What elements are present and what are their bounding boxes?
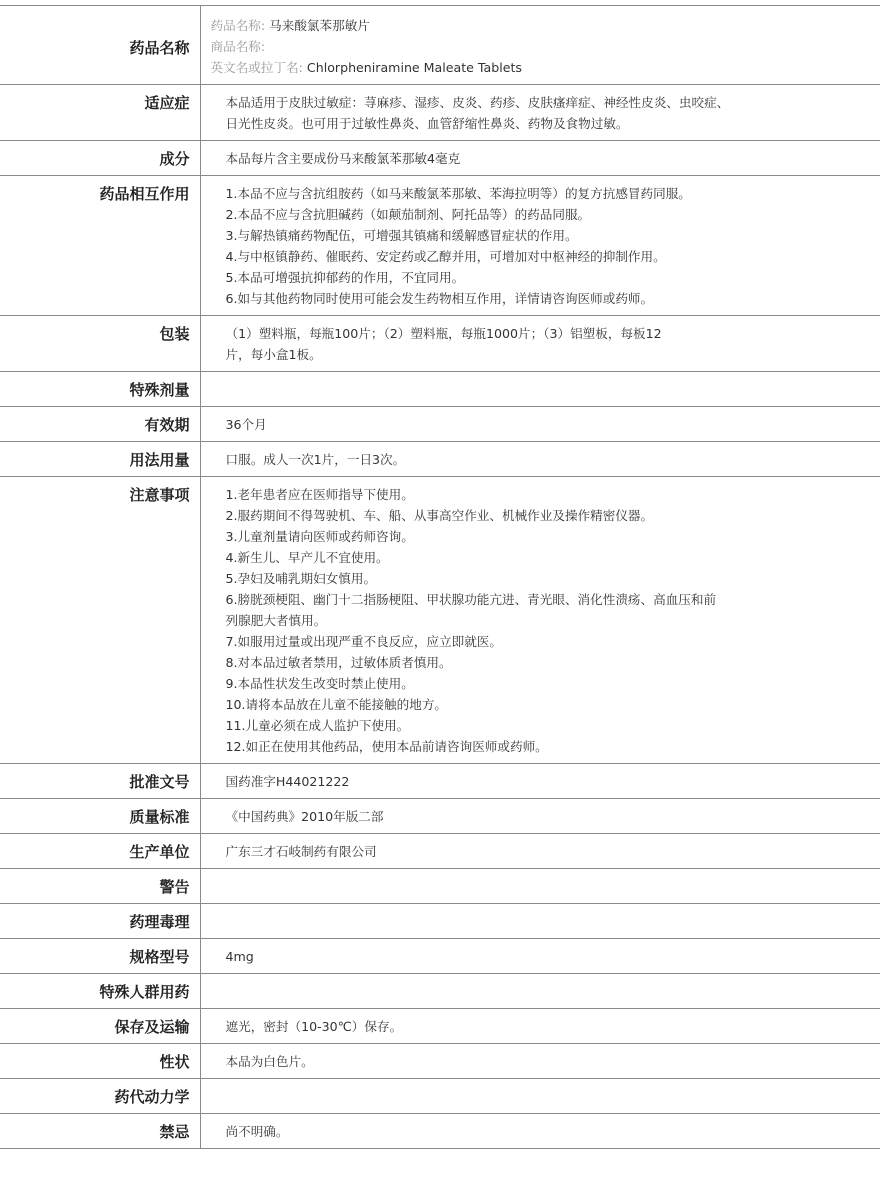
row-precautions <box>0 477 880 764</box>
value-line: 本品每片含主要成份马来酸氯苯那敏4毫克 <box>225 151 461 166</box>
row-label: 质量标准 <box>0 799 200 834</box>
value-line: 1.本品不应与含抗组胺药（如马来酸氯苯那敏、苯海拉明等）的复方抗感冒药同服。 <box>225 186 691 201</box>
value-line: 4.新生儿、早产儿不宜使用。 <box>225 550 389 565</box>
row-warning <box>0 869 880 904</box>
row-approval-number <box>0 764 880 799</box>
row-value <box>200 316 880 372</box>
generic-name-line <box>211 15 873 36</box>
value-line: 2.服药期间不得驾驶机、车、船、从事高空作业、机械作业及操作精密仪器。 <box>225 508 654 523</box>
value-line: 6.如与其他药物同时使用可能会发生药物相互作用，详情请咨询医师或药师。 <box>225 291 654 306</box>
row-label: 药品相互作用 <box>0 176 200 316</box>
generic-name-value: 马来酸氯苯那敏片 <box>269 18 370 33</box>
value-line: 6.膀胱颈梗阻、幽门十二指肠梗阻、甲状腺功能亢进、青光眼、消化性溃疡、高血压和前 <box>225 592 717 607</box>
row-drug-name <box>0 6 880 85</box>
row-special-populations <box>0 974 880 1009</box>
row-label: 药代动力学 <box>0 1079 200 1114</box>
row-value <box>200 477 880 764</box>
row-label: 药品名称 <box>0 6 200 85</box>
row-value <box>200 407 880 442</box>
row-label: 特殊人群用药 <box>0 974 200 1009</box>
row-value <box>200 799 880 834</box>
english-name-line <box>211 57 873 78</box>
row-value <box>200 1009 880 1044</box>
row-label: 特殊剂量 <box>0 372 200 407</box>
row-label: 性状 <box>0 1044 200 1079</box>
row-label: 警告 <box>0 869 200 904</box>
row-label: 生产单位 <box>0 834 200 869</box>
row-shelf-life <box>0 407 880 442</box>
row-value <box>200 442 880 477</box>
row-value <box>200 141 880 176</box>
value-line: 口服。成人一次1片，一日3次。 <box>225 452 406 467</box>
value-line: 3.儿童剂量请向医师或药师咨询。 <box>225 529 414 544</box>
row-value <box>200 372 880 407</box>
row-label: 用法用量 <box>0 442 200 477</box>
value-line: 4.与中枢镇静药、催眠药、安定药或乙醇并用，可增加对中枢神经的抑制作用。 <box>225 249 666 264</box>
value-line <box>226 379 873 400</box>
value-line: 本品适用于皮肤过敏症：荨麻疹、湿疹、皮炎、药疹、皮肤瘙痒症、神经性皮炎、虫咬症、 <box>225 95 730 110</box>
row-label: 包装 <box>0 316 200 372</box>
row-label: 保存及运输 <box>0 1009 200 1044</box>
value-line <box>226 911 873 932</box>
value-line <box>226 981 873 1002</box>
row-label: 有效期 <box>0 407 200 442</box>
row-storage-transport <box>0 1009 880 1044</box>
row-indications <box>0 85 880 141</box>
row-value <box>200 1079 880 1114</box>
value-line <box>226 1086 873 1107</box>
row-value <box>200 834 880 869</box>
row-value <box>200 939 880 974</box>
drug-name-block <box>200 6 880 85</box>
value-line: 尚不明确。 <box>225 1124 289 1139</box>
generic-name-label: 药品名称: <box>210 18 266 33</box>
value-line: 1.老年患者应在医师指导下使用。 <box>225 487 414 502</box>
value-line: 列腺肥大者慎用。 <box>225 613 327 628</box>
english-name-value: Chlorpheniramine Maleate Tablets <box>306 60 522 75</box>
value-line: 36个月 <box>225 417 267 432</box>
value-line: 11.儿童必须在成人监护下使用。 <box>225 718 410 733</box>
row-value <box>200 869 880 904</box>
value-line: 5.孕妇及哺乳期妇女慎用。 <box>225 571 377 586</box>
row-contraindications <box>0 1114 880 1149</box>
value-line: 《中国药典》2010年版二部 <box>225 809 384 824</box>
row-pharmacology-toxicology <box>0 904 880 939</box>
row-ingredients <box>0 141 880 176</box>
value-line: 12.如正在使用其他药品，使用本品前请咨询医师或药师。 <box>225 739 548 754</box>
value-line: 8.对本品过敏者禁用，过敏体质者慎用。 <box>225 655 452 670</box>
value-line: 本品为白色片。 <box>225 1054 314 1069</box>
row-special-dosage <box>0 372 880 407</box>
row-packaging <box>0 316 880 372</box>
drug-info-table <box>0 5 880 1149</box>
row-usage-dosage <box>0 442 880 477</box>
row-label: 批准文号 <box>0 764 200 799</box>
value-line: 9.本品性状发生改变时禁止使用。 <box>225 676 414 691</box>
value-line: 广东三才石岐制药有限公司 <box>225 844 377 859</box>
value-line <box>226 876 873 897</box>
drug-info-rows <box>0 6 880 1149</box>
row-label: 适应症 <box>0 85 200 141</box>
value-line: 7.如服用过量或出现严重不良反应，应立即就医。 <box>225 634 502 649</box>
drug-info-sheet <box>0 5 880 1149</box>
row-label: 成分 <box>0 141 200 176</box>
row-value <box>200 1114 880 1149</box>
row-drug-interactions <box>0 176 880 316</box>
row-value <box>200 85 880 141</box>
row-label: 规格型号 <box>0 939 200 974</box>
value-line: 片，每小盒1板。 <box>225 347 322 362</box>
value-line: 遮光，密封（10-30℃）保存。 <box>225 1019 403 1034</box>
english-name-label: 英文名或拉丁名: <box>210 60 303 75</box>
trade-name-label: 商品名称: <box>210 39 266 54</box>
value-line: 国药准字H44021222 <box>225 774 350 789</box>
row-manufacturer <box>0 834 880 869</box>
row-value <box>200 904 880 939</box>
row-value <box>200 974 880 1009</box>
row-specification <box>0 939 880 974</box>
row-label: 药理毒理 <box>0 904 200 939</box>
row-value <box>200 1044 880 1079</box>
row-appearance <box>0 1044 880 1079</box>
value-line: 日光性皮炎。也可用于过敏性鼻炎、血管舒缩性鼻炎、药物及食物过敏。 <box>225 116 629 131</box>
trade-name-line <box>211 36 873 57</box>
value-line: （1）塑料瓶，每瓶100片；（2）塑料瓶，每瓶1000片；（3）铝塑板，每板12 <box>225 326 662 341</box>
value-line: 3.与解热镇痛药物配伍，可增强其镇痛和缓解感冒症状的作用。 <box>225 228 578 243</box>
row-label: 注意事项 <box>0 477 200 764</box>
row-pharmacokinetics <box>0 1079 880 1114</box>
row-quality-standard <box>0 799 880 834</box>
value-line: 10.请将本品放在儿童不能接触的地方。 <box>225 697 448 712</box>
value-line: 2.本品不应与含抗胆碱药（如颠茄制剂、阿托品等）的药品同服。 <box>225 207 591 222</box>
row-label: 禁忌 <box>0 1114 200 1149</box>
value-line: 4mg <box>225 949 254 964</box>
row-value <box>200 176 880 316</box>
row-value <box>200 764 880 799</box>
value-line: 5.本品可增强抗抑郁药的作用，不宜同用。 <box>225 270 465 285</box>
